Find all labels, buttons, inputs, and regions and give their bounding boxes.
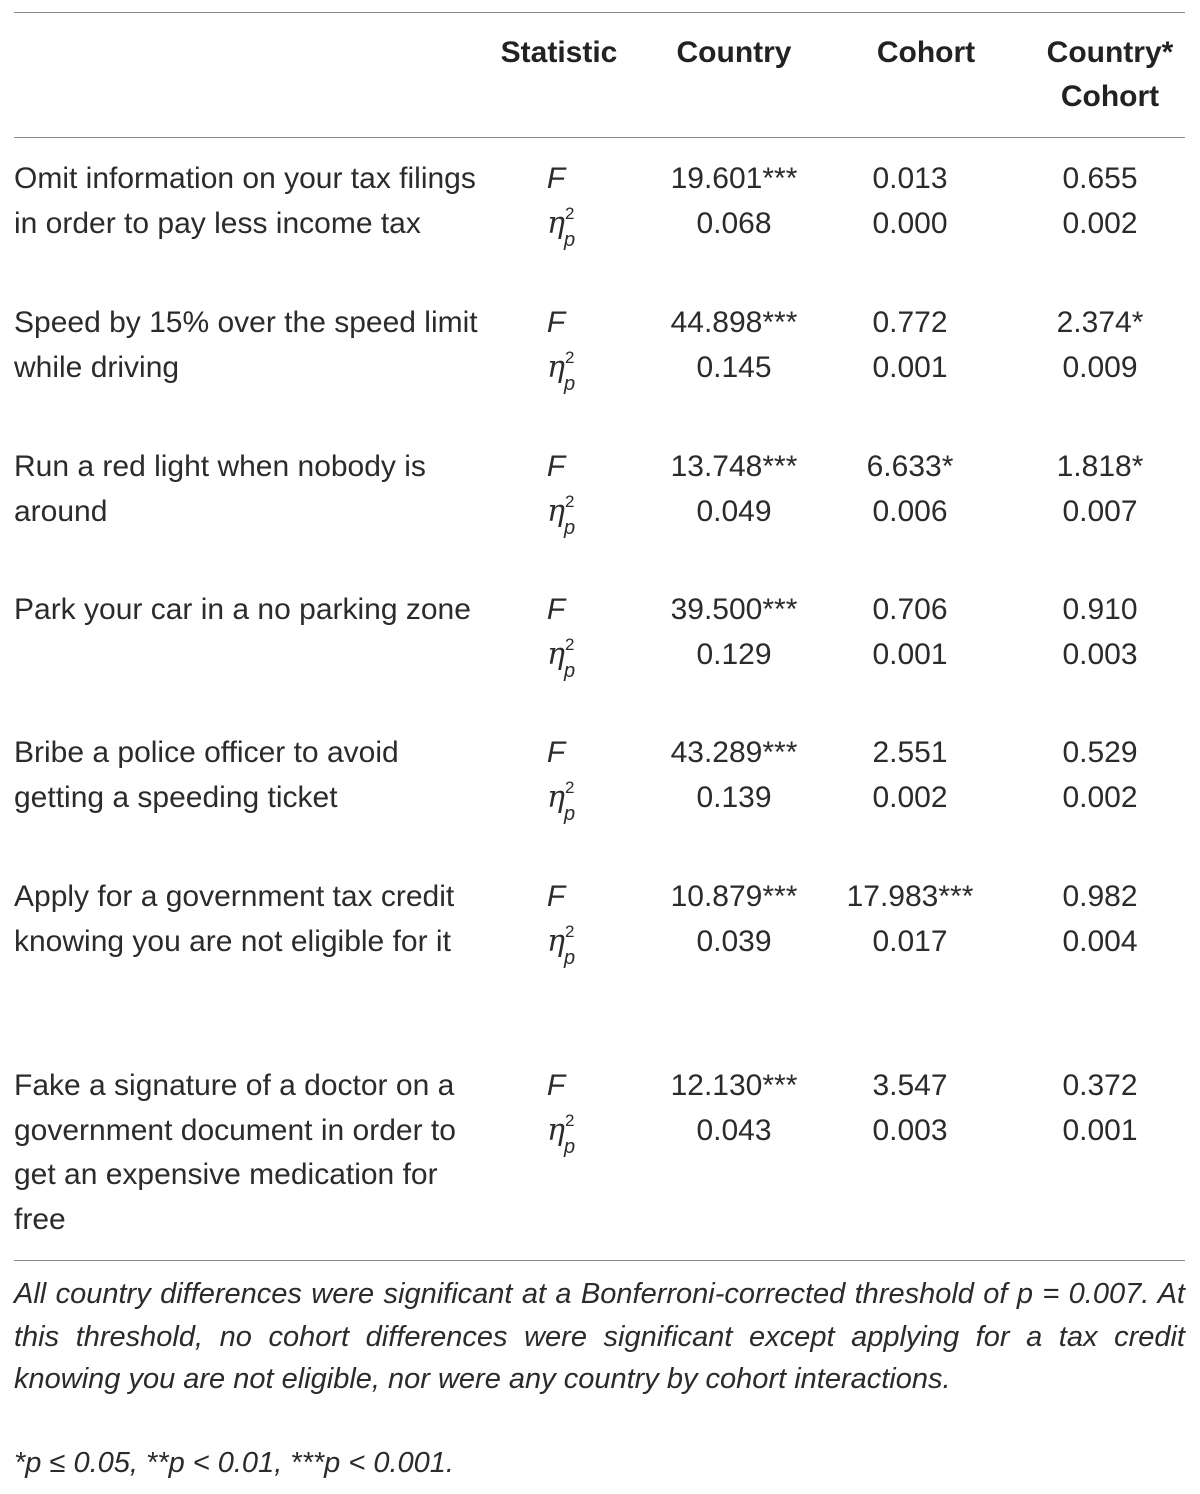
stat-eta-label: η 2 p [547, 203, 576, 251]
interaction-f-value: 1.818* [1056, 450, 1144, 483]
row-item-label: Park your car in a no parking zone [14, 593, 471, 626]
country-f-value: 43.289*** [670, 736, 798, 769]
country-f-value: 12.130*** [670, 1069, 798, 1102]
header-country: Country [676, 36, 792, 69]
stat-f-label: F [546, 450, 566, 483]
stat-eta-label: η 2 p [547, 777, 576, 825]
table-footnote: All country differences were significant at a Bonferroni-corrected threshold of p = 0.007. At this threshold, no cohort differences were significant except applying for a tax credit knowing you are not eligible, nor were any country by cohort interactions. [14, 1278, 1185, 1395]
stat-eta-label: η 2 p [547, 347, 576, 395]
table-bottom-rule [14, 1260, 1185, 1261]
interaction-f-value: 0.529 [1062, 736, 1138, 769]
interaction-f-value: 0.372 [1062, 1069, 1138, 1102]
stat-eta-label: η 2 p [547, 921, 576, 969]
header-interaction [1030, 31, 1190, 119]
cohort-f-value: 0.013 [872, 162, 948, 195]
country-f-value: 13.748*** [670, 450, 798, 483]
cohort-f-value: 0.772 [872, 306, 948, 339]
interaction-eta-value: 0.002 [1062, 780, 1138, 814]
stat-eta-label: η 2 p [547, 634, 576, 682]
stat-eta-label: η 2 p [547, 491, 576, 539]
stat-f-label: F [546, 593, 566, 626]
interaction-eta-value: 0.002 [1062, 206, 1138, 240]
header-interaction-line2: Cohort [1060, 80, 1160, 113]
row-item-label: Fake a signature of a doctor on a government document in order to get an expensive medication for free [14, 1069, 456, 1236]
country-f-value: 44.898*** [670, 306, 798, 339]
stat-f-label: F [546, 736, 566, 769]
cohort-f-value: 0.706 [872, 593, 948, 626]
interaction-f-value: 0.982 [1062, 880, 1138, 913]
country-eta-value: 0.145 [696, 350, 772, 384]
stat-f-label: F [546, 162, 566, 195]
cohort-eta-value: 0.017 [872, 924, 948, 958]
interaction-f-value: 0.655 [1062, 162, 1138, 195]
cohort-eta-value: 0.001 [872, 350, 948, 384]
country-eta-value: 0.049 [696, 494, 772, 528]
row-item-label: Run a red light when nobody is around [14, 450, 426, 528]
interaction-eta-value: 0.009 [1062, 350, 1138, 384]
cohort-f-value: 6.633* [866, 450, 954, 483]
cohort-f-value: 3.547 [872, 1069, 948, 1102]
country-f-value: 39.500*** [670, 593, 798, 626]
stat-f-label: F [546, 880, 566, 913]
row-item-label: Apply for a government tax credit knowing you are not eligible for it [14, 880, 455, 958]
row-item-label: Bribe a police officer to avoid getting a speeding ticket [14, 736, 399, 814]
cohort-eta-value: 0.000 [872, 206, 948, 240]
header-cohort: Cohort [876, 36, 976, 69]
country-eta-value: 0.129 [696, 637, 772, 671]
country-eta-value: 0.139 [696, 780, 772, 814]
stat-f-label: F [546, 306, 566, 339]
country-eta-value: 0.068 [696, 206, 772, 240]
cohort-eta-value: 0.006 [872, 494, 948, 528]
country-eta-value: 0.039 [696, 924, 772, 958]
header-bottom-rule [14, 137, 1185, 138]
interaction-eta-value: 0.003 [1062, 637, 1138, 671]
header-statistic: Statistic [500, 36, 618, 69]
interaction-f-value: 0.910 [1062, 593, 1138, 626]
interaction-eta-value: 0.001 [1062, 1113, 1138, 1147]
interaction-eta-value: 0.004 [1062, 924, 1138, 958]
country-f-value: 10.879*** [670, 880, 798, 913]
stat-eta-label: η 2 p [547, 1110, 576, 1158]
row-item-label: Omit information on your tax filings in order to pay less income tax [14, 162, 476, 240]
cohort-f-value: 17.983*** [846, 880, 974, 913]
cohort-eta-value: 0.002 [872, 780, 948, 814]
header-interaction-line1: Country* [1046, 36, 1174, 69]
row-item-label: Speed by 15% over the speed limit while driving [14, 306, 478, 384]
country-eta-value: 0.043 [696, 1113, 772, 1147]
interaction-eta-value: 0.007 [1062, 494, 1138, 528]
significance-note: *p ≤ 0.05, **p < 0.01, ***p < 0.001. [14, 1447, 454, 1479]
cohort-eta-value: 0.001 [872, 637, 948, 671]
interaction-f-value: 2.374* [1056, 306, 1144, 339]
stat-f-label: F [546, 1069, 566, 1102]
country-f-value: 19.601*** [670, 162, 798, 195]
cohort-eta-value: 0.003 [872, 1113, 948, 1147]
table-top-rule [14, 12, 1185, 13]
cohort-f-value: 2.551 [872, 736, 948, 769]
